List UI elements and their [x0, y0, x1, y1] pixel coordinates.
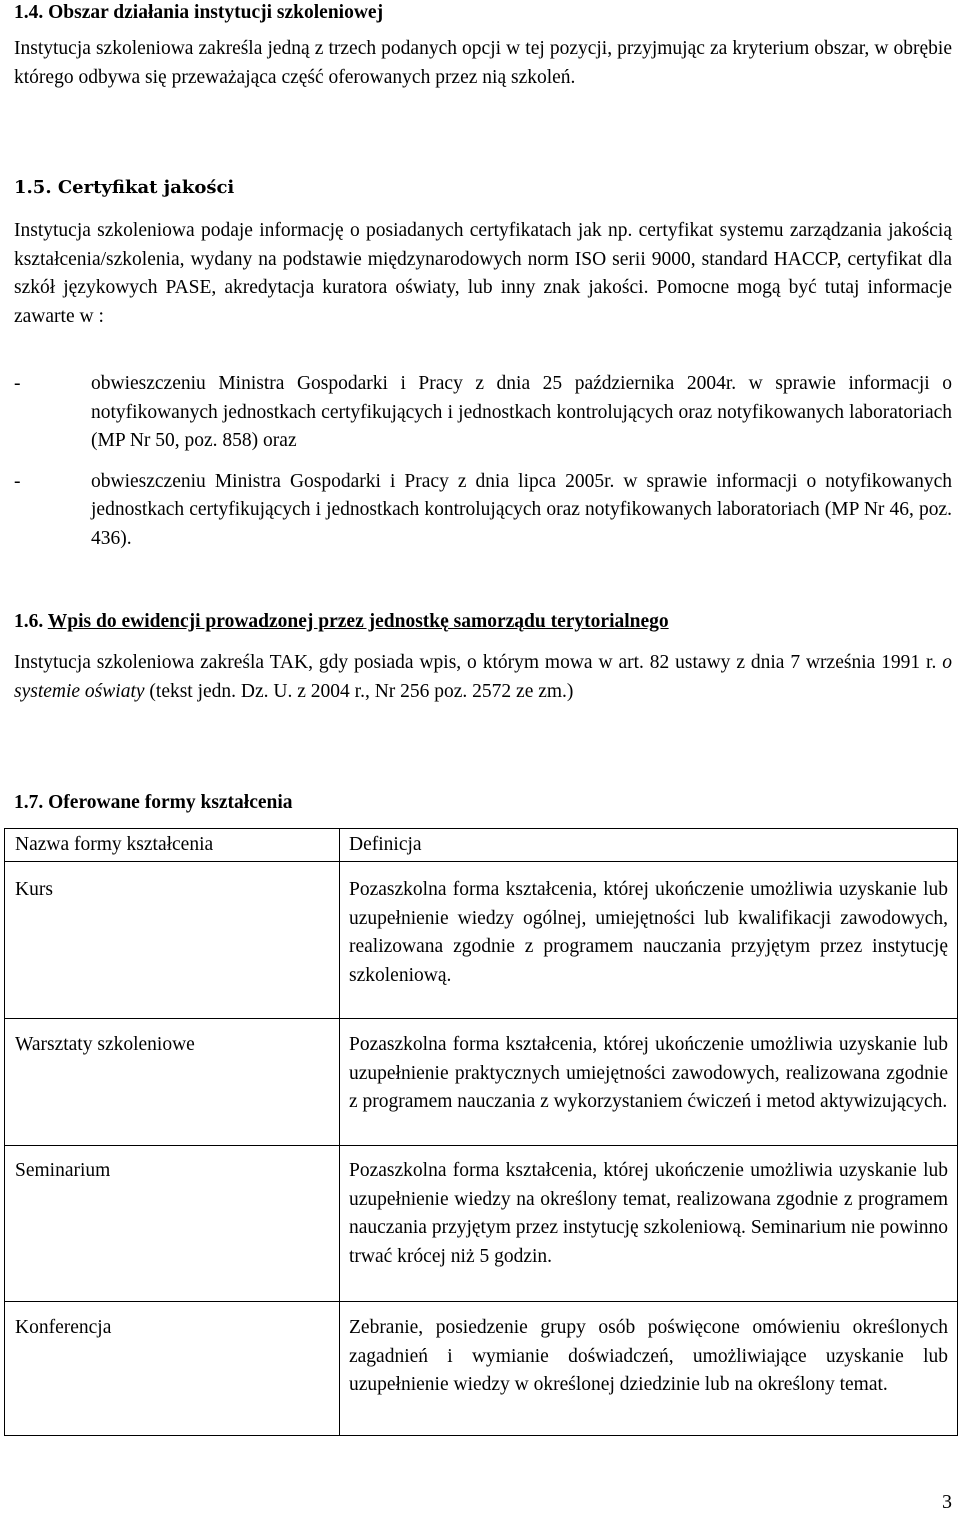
section-1-7-heading: 1.7. Oferowane formy kształcenia: [14, 792, 293, 813]
form-definition-cell: [340, 1302, 958, 1436]
form-definition-cell: [340, 1146, 958, 1302]
list-item: [14, 468, 952, 554]
act-title-italic: o systemie oświaty: [14, 652, 952, 702]
table-row: [5, 1019, 958, 1146]
form-definition: Pozaszkolna forma kształcenia, której ukończenie umożliwia uzyskanie lub uzupełnienie wiedzy na określony temat, realizowana zgodnie z programem nauczania przyjętym przez instytucję szkoleniową. Seminarium nie powinno trwać krócej niż 5 godzin.: [349, 1160, 948, 1267]
section-1-5-heading: 1.5. Certyfikat jakości: [14, 177, 235, 198]
form-name: Konferencja: [5, 1302, 340, 1436]
list-dash: -: [14, 373, 21, 394]
list-item: [14, 370, 952, 456]
list-item-text: obwieszczeniu Ministra Gospodarki i Pracy z dnia 25 października 2004r. w sprawie informacji o notyfikowanych jednostkach certyfikujących i jednostkach kontrolujących oraz notyfikowanych laboratoriach (MP Nr 50, poz. 858) oraz: [91, 373, 952, 452]
form-definition-cell: [340, 862, 958, 1019]
table-row: [5, 1302, 958, 1436]
certificate-sources-list: [14, 370, 952, 566]
section-1-6-heading: [14, 609, 669, 635]
section-1-6-text-a: Instytucja szkoleniowa zakreśla TAK, gdy posiada wpis, o którym mowa w art. 82 ustawy z dnia 7 września 1991 r.: [14, 652, 943, 673]
section-1-6-title: Wpis do ewidencji prowadzonej przez jednostkę samorządu terytorialnego: [47, 611, 669, 632]
section-1-6-number: 1.6.: [14, 611, 44, 632]
form-definition: Zebranie, posiedzenie grupy osób poświęcone omówieniu określonych zagadnień i wymianie doświadczeń, umożliwiające uzyskanie lub uzupełnienie wiedzy w określonej dziedzinie lub na określony temat.: [349, 1317, 948, 1396]
column-header-name: Nazwa formy kształcenia: [5, 829, 340, 862]
list-dash: -: [14, 470, 21, 492]
form-definition-cell: [340, 1019, 958, 1146]
form-definition: Pozaszkolna forma kształcenia, której ukończenie umożliwia uzyskanie lub uzupełnienie praktycznych umiejętności zawodowych, realizowana zgodnie z programem nauczania z wykorzystaniem ćwiczeń i metod aktywizujących.: [349, 1034, 948, 1113]
table-header-row: [5, 829, 958, 862]
table-row: [5, 862, 958, 1019]
section-1-4-heading: 1.4. Obszar działania instytucji szkoleniowej: [14, 2, 384, 23]
form-name: Warsztaty szkoleniowe: [5, 1019, 340, 1146]
form-definition: Pozaszkolna forma kształcenia, której ukończenie umożliwia uzyskanie lub uzupełnienie wiedzy ogólnej, umiejętności lub kwalifikacji zawodowych, realizowana zgodnie z programem nauczania przyjętym przez instytucję szkoleniową.: [349, 879, 948, 986]
table-row: [5, 1146, 958, 1302]
section-1-6-text-b: (tekst jedn. Dz. U. z 2004 r., Nr 256 poz. 2572 ze zm.): [144, 680, 574, 702]
section-1-6-text: [14, 649, 952, 706]
list-item-text: obwieszczeniu Ministra Gospodarki i Pracy z dnia lipca 2005r. w sprawie informacji o notyfikowanych jednostkach certyfikujących i jednostkach kontrolujących oraz notyfikowanych laboratoriach (MP Nr 46, poz. 436).: [91, 470, 952, 549]
form-name: Kurs: [5, 862, 340, 1019]
column-header-definition: Definicja: [340, 829, 958, 862]
training-forms-table: [4, 828, 958, 1436]
page-number: 3: [942, 1491, 952, 1513]
form-name: Seminarium: [5, 1146, 340, 1302]
section-1-5-text: Instytucja szkoleniowa podaje informację o posiadanych certyfikatach jak np. certyfikat systemu zarządzania jakością kształcenia/szkolenia, wydany na podstawie międzynarodowych norm ISO serii 9000, standard HACCP, certyfikat dla szkół językowych PASE, akredytacja kuratora oświaty, lub inny znak jakości. Pomocne mogą być tutaj informacje zawarte w :: [14, 220, 952, 327]
section-1-4-text: Instytucja szkoleniowa zakreśla jedną z trzech podanych opcji w tej pozycji, przyjmując za kryterium obszar, w obrębie którego odbywa się przeważająca część oferowanych przez nią szkoleń.: [14, 38, 952, 88]
